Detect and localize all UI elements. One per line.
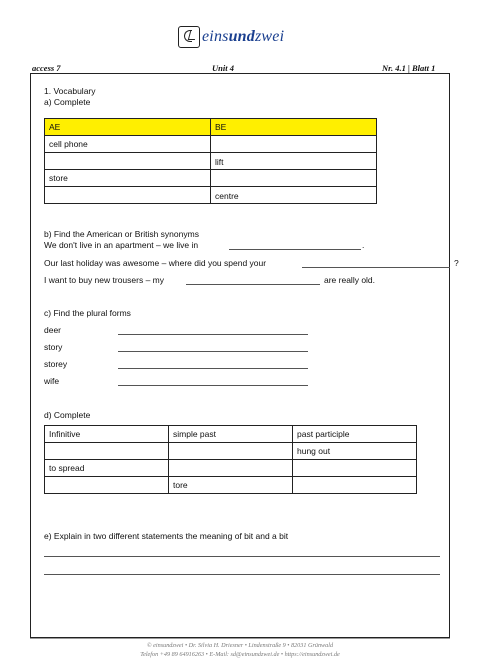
answer-line-plural[interactable] (118, 368, 308, 369)
synonym-sentence-1-end: . (362, 240, 365, 250)
section-explain-title: e) Explain in two different statements the meaning of bit and a bit (44, 531, 289, 541)
answer-line-trousers[interactable] (186, 284, 320, 285)
table-row (45, 153, 377, 170)
vocab-cell-ae[interactable] (45, 153, 211, 170)
verb-col-past-participle: past participle (293, 426, 417, 443)
table-row (45, 170, 377, 187)
verb-cell[interactable] (293, 477, 417, 494)
answer-line-explain[interactable] (44, 574, 440, 575)
vocab-cell-ae[interactable]: store (45, 170, 211, 187)
answer-line-explain[interactable] (44, 556, 440, 557)
answer-line-apartment[interactable] (229, 249, 361, 250)
footer-rule (30, 638, 450, 639)
synonym-sentence-1: We don't live in an apartment – we live in (44, 240, 199, 250)
vocab-table (44, 118, 377, 204)
header-sheet-number: Nr. 4.1 | Blatt 1 (382, 63, 436, 73)
header-course: access 7 (32, 63, 61, 73)
answer-line-holiday[interactable] (302, 267, 450, 268)
vocab-cell-be[interactable]: centre (211, 187, 377, 204)
answer-line-plural[interactable] (118, 385, 308, 386)
plural-word: deer (44, 325, 62, 335)
vocab-cell-ae[interactable]: cell phone (45, 136, 211, 153)
verb-cell[interactable]: hung out (293, 443, 417, 460)
vocab-cell-be[interactable]: lift (211, 153, 377, 170)
answer-line-plural[interactable] (118, 334, 308, 335)
logo-wordmark: einsundzwei (202, 28, 285, 45)
plural-word: wife (44, 376, 60, 386)
section-vocabulary-title: 1. Vocabulary (44, 86, 96, 96)
verb-header-row (45, 426, 417, 443)
verb-cell[interactable] (293, 460, 417, 477)
vocab-col-be: BE (211, 119, 377, 136)
synonym-sentence-3-end: are really old. (324, 275, 376, 285)
section-plurals-title: c) Find the plural forms (44, 308, 131, 318)
vocab-cell-be[interactable] (211, 136, 377, 153)
vocab-cell-be[interactable] (211, 170, 377, 187)
vocab-header-row (45, 119, 377, 136)
einsundzwei-logo (178, 24, 284, 50)
verb-col-infinitive: Infinitive (45, 426, 169, 443)
footer-address: © einsundzwei • Dr. Silvia H. Driesner • Lindenstraße 9 • 82031 Grünwald (146, 642, 334, 649)
table-row (45, 136, 377, 153)
header-unit: Unit 4 (212, 63, 234, 73)
table-row (45, 477, 417, 494)
verb-cell[interactable] (169, 460, 293, 477)
section-vocabulary-subtitle: a) Complete (44, 97, 91, 107)
verb-col-simple-past: simple past (169, 426, 293, 443)
section-synonyms-title: b) Find the American or British synonyms (44, 229, 199, 239)
table-row (45, 460, 417, 477)
section-verbs-title: d) Complete (44, 410, 91, 420)
vocab-cell-ae[interactable] (45, 187, 211, 204)
vocab-col-ae: AE (45, 119, 211, 136)
verb-cell[interactable]: to spread (45, 460, 169, 477)
verb-cell[interactable] (169, 443, 293, 460)
verb-cell[interactable] (45, 443, 169, 460)
plural-word: storey (44, 359, 68, 369)
footer-contact: Telefon +49 89 64916263 • E-Mail: sd@einsundzwei.de • https://einsundzwei.de (140, 651, 340, 658)
logo-mark-icon (178, 26, 200, 48)
table-row (45, 443, 417, 460)
verb-forms-table (44, 425, 417, 494)
verb-cell[interactable]: tore (169, 477, 293, 494)
synonym-sentence-3: I want to buy new trousers – my (44, 275, 164, 285)
verb-cell[interactable] (45, 477, 169, 494)
plural-word: story (44, 342, 63, 352)
synonym-sentence-2: Our last holiday was awesome – where did you spend your (44, 258, 267, 268)
synonym-sentence-2-end: ? (454, 258, 459, 268)
answer-line-plural[interactable] (118, 351, 308, 352)
table-row (45, 187, 377, 204)
